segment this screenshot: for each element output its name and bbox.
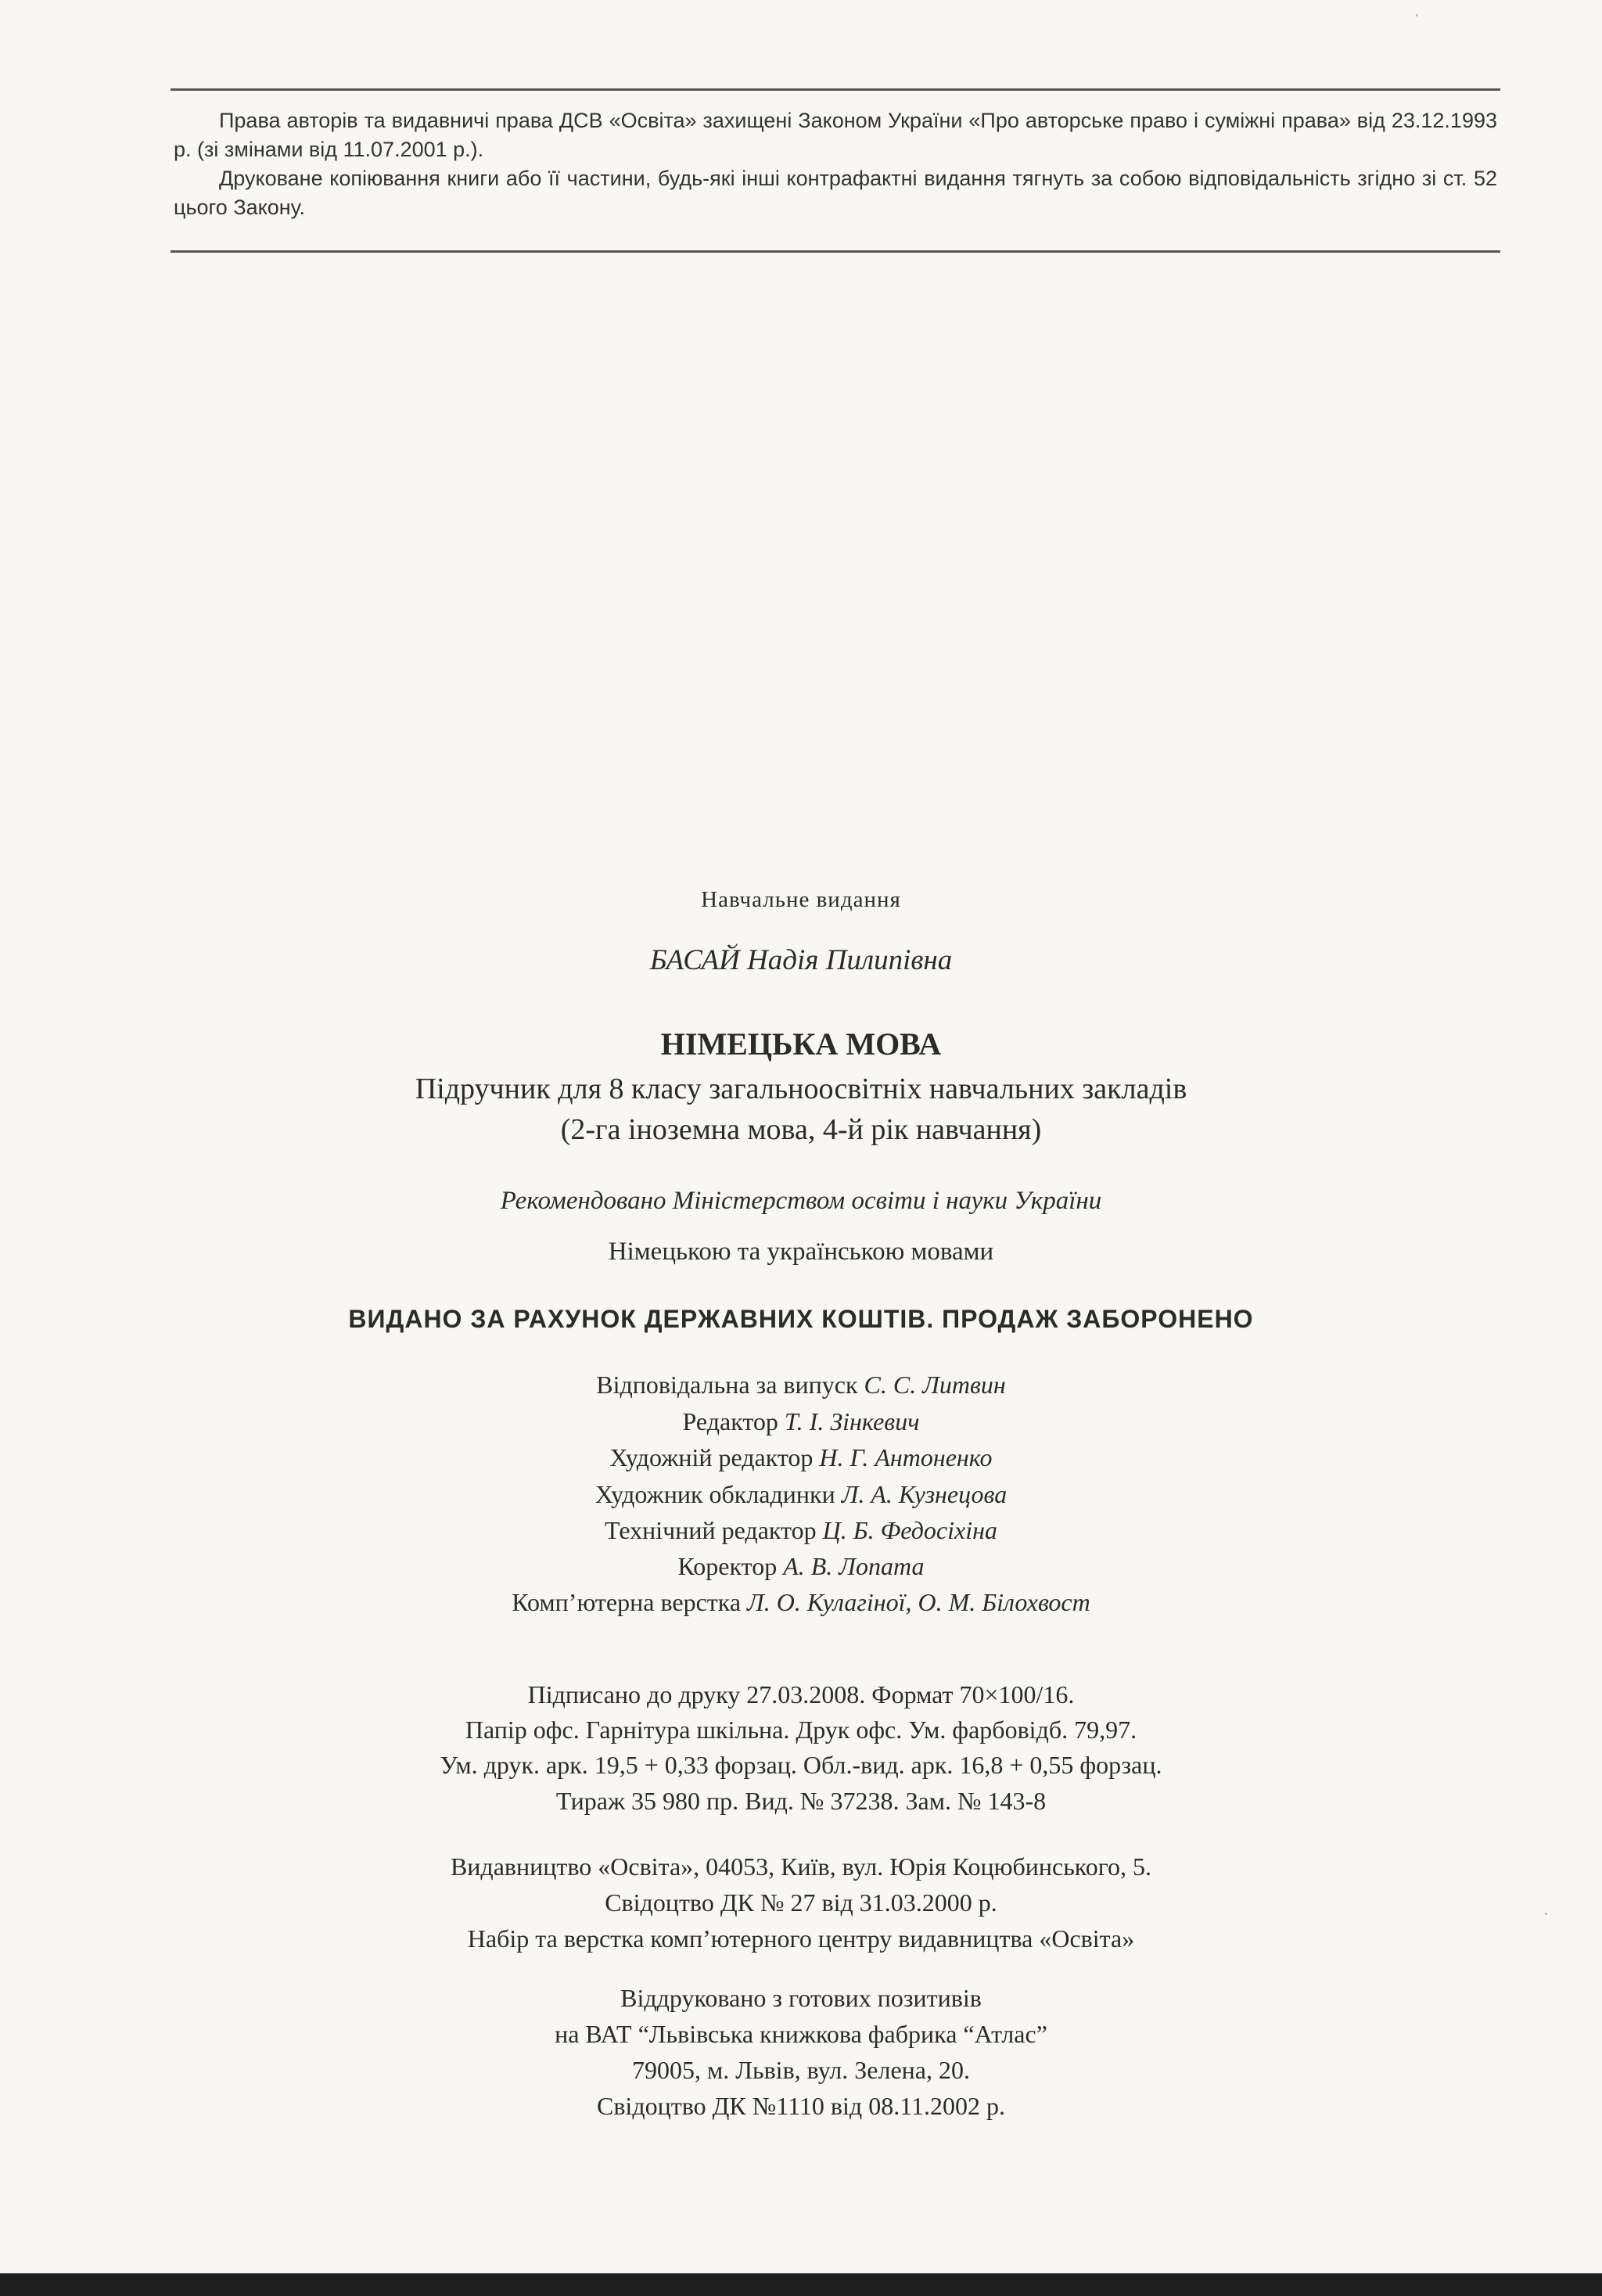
credit-line [0, 1552, 1602, 1581]
printer-line: 79005, м. Львів, вул. Зелена, 20. [632, 2056, 970, 2084]
credit-line [0, 1371, 1602, 1400]
print-info-line: Тираж 35 980 пр. Вид. № 37238. Зам. № 143-8 [555, 1787, 1047, 1815]
printer-line: на ВАТ “Львівська книжкова фабрика “Атлас” [555, 2020, 1047, 2048]
top-divider [171, 88, 1500, 91]
piracy-warning-paragraph: Друковане копіювання книги або її частини, будь-які інші контрафактні видання тягнуть за собою відповідальність згідно зі ст. 52 цього Закону. [174, 167, 1497, 219]
publisher-line: Свідоцтво ДК № 27 від 31.03.2000 р. [605, 1888, 997, 1917]
copyright-notice [174, 106, 1497, 222]
credit-role: Технічний редактор [605, 1516, 817, 1544]
credit-line [0, 1588, 1602, 1617]
credit-name: Н. Г. Антоненко [819, 1443, 993, 1471]
credit-line [0, 1480, 1602, 1509]
credit-name: С. С. Литвин [864, 1371, 1006, 1399]
print-info-line: Папір офс. Гарнітура шкільна. Друк офс. Ум. фарбовідб. 79,97. [465, 1716, 1137, 1744]
copyright-paragraph: Права авторів та видавничі права ДСВ «Освіта» захищені Законом України «Про авторське право і суміжні права» від 23.12.1993 р. (зі змінами від 11.07.2001 р.). [174, 109, 1497, 161]
credit-name: А. В. Лопата [783, 1552, 925, 1580]
credit-role: Коректор [677, 1552, 778, 1580]
credit-name: Т. І. Зінкевич [784, 1407, 920, 1435]
bottom-divider [171, 250, 1500, 253]
credit-role: Художній редактор [609, 1443, 814, 1471]
funding-notice: ВИДАНО ЗА РАХУНОК ДЕРЖАВНИХ КОШТІВ. ПРОДАЖ ЗАБОРОНЕНО [348, 1305, 1254, 1333]
author-name: БАСАЙ Надія Пилипівна [649, 944, 953, 976]
credit-name: Ц. Б. Федосіхіна [822, 1516, 997, 1544]
scan-edge-band [0, 2273, 1602, 2296]
edition-type: Навчальне видання [701, 887, 901, 912]
languages-note: Німецькою та українською мовами [608, 1238, 994, 1266]
print-info-line: Ум. друк. арк. 19,5 + 0,33 форзац. Обл.-вид. арк. 16,8 + 0,55 форзац. [440, 1751, 1162, 1779]
credit-line [0, 1443, 1602, 1472]
credit-line [0, 1516, 1602, 1545]
credit-role: Художник обкладинки [594, 1480, 835, 1508]
credit-role: Редактор [682, 1407, 778, 1435]
credit-role: Комп’ютерна верстка [512, 1588, 742, 1616]
book-title: НІМЕЦЬКА МОВА [660, 1026, 942, 1062]
publisher-line: Набір та верстка комп’ютерного центру видавництва «Освіта» [467, 1924, 1135, 1953]
subtitle-line-1: Підручник для 8 класу загальноосвітніх навчальних закладів [415, 1073, 1187, 1105]
credit-name: Л. О. Кулагіної, О. М. Білохвост [747, 1588, 1090, 1616]
subtitle-line-2: (2-га іноземна мова, 4-й рік навчання) [560, 1113, 1042, 1146]
credit-role: Відповідальна за випуск [596, 1371, 858, 1399]
printer-line: Свідоцтво ДК №1110 від 08.11.2002 р. [596, 2092, 1006, 2120]
print-info-line: Підписано до друку 27.03.2008. Формат 70×100/16. [527, 1680, 1075, 1709]
printer-line: Віддруковано з готових позитивів [620, 1984, 982, 2012]
credit-name: Л. А. Кузнецова [841, 1480, 1008, 1508]
credit-line [0, 1407, 1602, 1436]
scan-speck [1416, 14, 1418, 16]
ministry-recommendation: Рекомендовано Міністерством освіти і науки України [500, 1187, 1102, 1215]
scan-speck [1545, 1913, 1547, 1915]
publisher-line: Видавництво «Освіта», 04053, Київ, вул. Юрія Коцюбинського, 5. [450, 1852, 1152, 1881]
